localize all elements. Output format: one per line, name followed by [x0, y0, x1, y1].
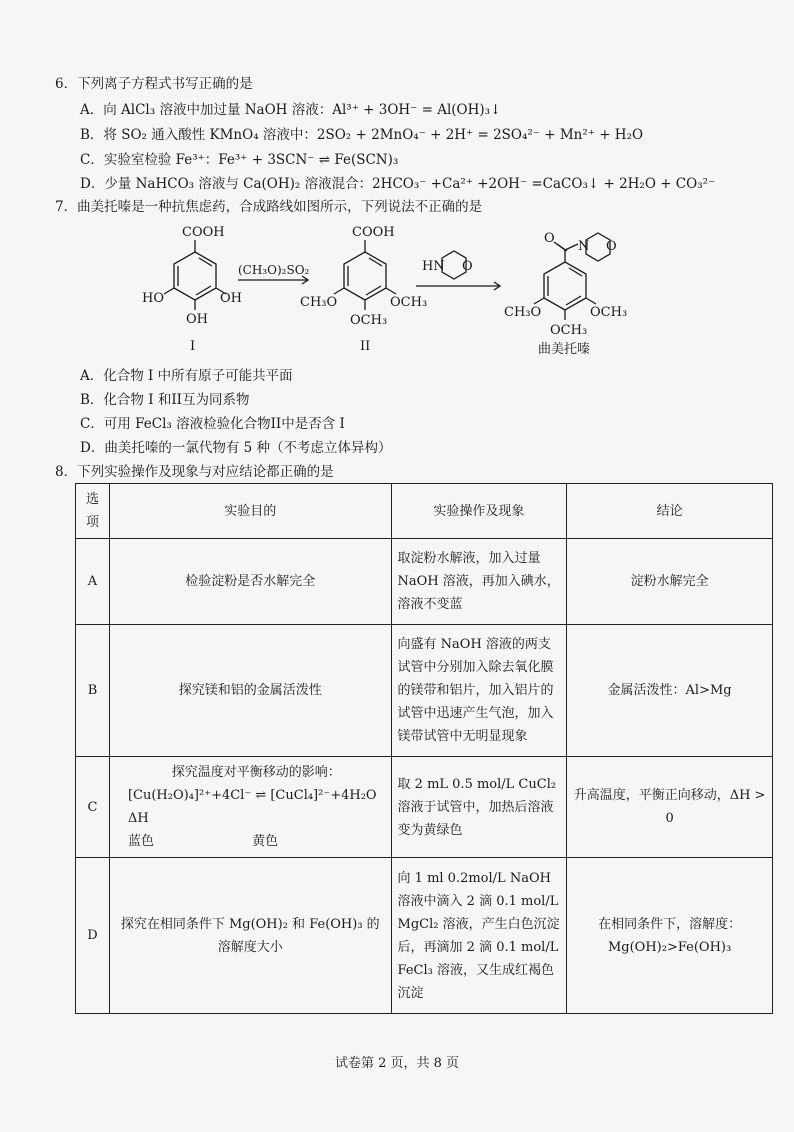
- q6-option-d: D．少量 NaHCO₃ 溶液与 Ca(OH)₂ 溶液混合：2HCO₃⁻ +Ca²⁺ +2OH⁻ =CaCO₃↓ + 2H₂O + CO₃²⁻: [80, 176, 716, 192]
- q7-option-c: C．可用 FeCl₃ 溶液检验化合物II中是否含 I: [80, 416, 345, 432]
- row-purpose-line1: 探究温度对平衡移动的影响：: [171, 765, 341, 780]
- compound-1-cooh: COOH: [182, 225, 225, 240]
- q7-option-d: D．曲美托嗪的一氯代物有 5 种（不考虑立体异构）: [80, 440, 392, 456]
- row-purpose: [109, 757, 391, 858]
- product-label: 曲美托嗪: [538, 342, 591, 357]
- compound-2-och3-right: OCH₃: [390, 295, 428, 310]
- product-och3-bottom: OCH₃: [550, 323, 588, 338]
- header-option: 选项: [76, 484, 110, 539]
- product-ring-o: O: [606, 239, 617, 254]
- product-n: N: [578, 239, 590, 254]
- product-carbonyl-o: O: [544, 231, 555, 246]
- compound-1-oh-bottom: OH: [186, 312, 208, 327]
- row-conclusion: 淀粉水解完全: [567, 539, 773, 625]
- product-och3-left: CH₃O: [504, 305, 542, 320]
- morpholine-o: O: [462, 259, 473, 274]
- row-option: B: [76, 625, 110, 757]
- table-row: [76, 858, 773, 1014]
- row-option: C: [76, 757, 110, 858]
- compound-2-cooh: COOH: [352, 225, 395, 240]
- reagent-label: (CH₃O)₂SO₂: [238, 263, 310, 277]
- row-operation: 向 1 ml 0.2mol/L NaOH 溶液中滴入 2 滴 0.1 mol/L MgCl₂ 溶液，产生白色沉淀后，再滴加 2 滴 0.1 mol/L FeCl₃ 溶液，又生成红褐色沉淀: [391, 858, 567, 1014]
- row-operation: 取淀粉水解液，加入过量NaOH 溶液，再加入碘水，溶液不变蓝: [391, 539, 567, 625]
- product-ring: [544, 262, 586, 310]
- q7-option-a: A．化合物 I 中所有原子可能共平面: [80, 368, 293, 384]
- row-purpose: 检验淀粉是否水解完全: [109, 539, 391, 625]
- q6-option-b: B．将 SO₂ 通入酸性 KMnO₄ 溶液中：2SO₂ + 2MnO₄⁻ + 2H⁺ = 2SO₄²⁻ + Mn²⁺ + H₂O: [80, 127, 644, 143]
- row-conclusion: 升高温度，平衡正向移动，ΔH > 0: [567, 757, 773, 858]
- compound-2-ring: [344, 252, 386, 300]
- q7-option-b: B．化合物 I 和II互为同系物: [80, 392, 250, 408]
- q6-option-a: A．向 AlCl₃ 溶液中加过量 NaOH 溶液：Al³⁺ + 3OH⁻ = Al(OH)₃↓: [80, 102, 502, 118]
- table-row: [76, 625, 773, 757]
- color-blue-label: 蓝色: [127, 834, 154, 849]
- q7-stem: 7．曲美托嗪是一种抗焦虑药，合成路线如图所示，下列说法不正确的是: [55, 199, 483, 215]
- compound-2-och3-left: CH₃O: [300, 295, 338, 310]
- table-header-row: [76, 484, 773, 539]
- synthesis-scheme: [120, 220, 640, 360]
- q6-option-c: C．实验室检验 Fe³⁺：Fe³⁺ + 3SCN⁻ ⇌ Fe(SCN)₃: [80, 152, 399, 168]
- row-purpose: 探究镁和铝的金属活泼性: [109, 625, 391, 757]
- compound-1-ho: HO: [142, 291, 164, 306]
- row-operation: 取 2 mL 0.5 mol/L CuCl₂ 溶液于试管中，加热后溶液变为黄绿色: [391, 757, 567, 858]
- color-yellow-label: 黄色: [252, 834, 279, 849]
- table-row: [76, 757, 773, 858]
- page-footer: 试卷第 2 页，共 8 页: [334, 1056, 460, 1071]
- header-conclusion: 结论: [567, 484, 773, 539]
- compound-2-label: II: [360, 339, 371, 354]
- experiment-table: [75, 483, 773, 1014]
- row-operation: 向盛有 NaOH 溶液的两支试管中分别加入除去氧化膜的镁带和铝片，加入铝片的试管中迅速产生气泡，加入镁带试管中无明显现象: [391, 625, 567, 757]
- row-option: A: [76, 539, 110, 625]
- product-och3-right: OCH₃: [590, 305, 628, 320]
- row-purpose: 探究在相同条件下 Mg(OH)₂ 和 Fe(OH)₃ 的溶解度大小: [109, 858, 391, 1014]
- header-purpose: 实验目的: [109, 484, 391, 539]
- row-conclusion: 金属活泼性：Al>Mg: [567, 625, 773, 757]
- row-purpose-colors: [128, 830, 385, 853]
- morpholine-hn: HN: [422, 259, 445, 274]
- row-purpose-equation: [Cu(H₂O)₄]²⁺+4Cl⁻ ⇌ [CuCl₄]²⁻+4H₂O ΔH: [127, 788, 377, 826]
- compound-2-och3-bottom: OCH₃: [350, 313, 388, 328]
- compound-1-label: I: [190, 339, 196, 354]
- table-row: [76, 539, 773, 625]
- row-option: D: [76, 858, 110, 1014]
- q6-stem: 6．下列离子方程式书写正确的是: [55, 76, 253, 92]
- header-operation: 实验操作及现象: [391, 484, 567, 539]
- compound-1-ring: [174, 252, 216, 300]
- q8-stem: 8．下列实验操作及现象与对应结论都正确的是: [55, 464, 334, 480]
- compound-1-oh-right: OH: [220, 291, 242, 306]
- row-conclusion: 在相同条件下，溶解度：Mg(OH)₂>Fe(OH)₃: [567, 858, 773, 1014]
